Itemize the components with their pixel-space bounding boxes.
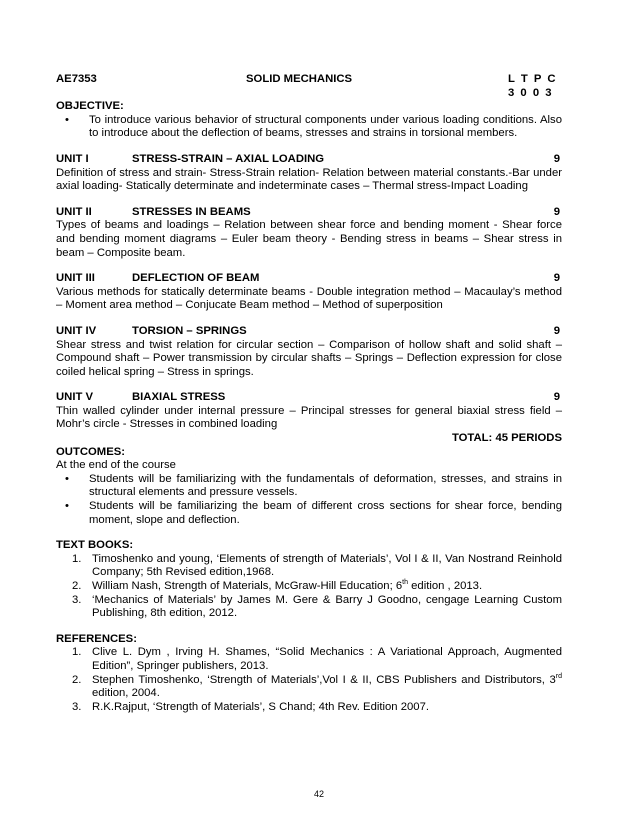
item-text: William Nash, Strength of Materials, McGraw-Hill Education; 6 — [92, 580, 403, 592]
unit-hours: 9 — [553, 272, 560, 285]
item-superscript: th — [402, 579, 408, 587]
unit-title: BIAXIAL STRESS — [132, 391, 226, 404]
unit-hours: 9 — [553, 324, 560, 337]
unit-5 — [56, 391, 562, 432]
unit-number: UNIT III — [56, 272, 95, 285]
unit-number: UNIT I — [56, 152, 89, 165]
item-superscript: rd — [555, 672, 562, 680]
outcomes-list — [56, 473, 562, 527]
outcomes-heading: OUTCOMES: — [56, 445, 126, 458]
unit-body: Various methods for statically determinate beams - Double integration method – Macaulay’s method – Moment area method – Conjucate Beam method – Method of superposition — [56, 285, 562, 312]
unit-3 — [56, 272, 562, 313]
item-text: Clive L. Dym , Irving H. Shames, “Solid Mechanics : A Variational Approach, Augmented Edition”, Springer publishers, 2013. — [92, 646, 562, 672]
unit-heading — [56, 153, 562, 167]
unit-2 — [56, 206, 562, 260]
unit-1 — [56, 153, 562, 194]
item-text: Timoshenko and young, ‘Elements of strength of Materials’, Vol I & II, Van Nostrand Reinhold Company; 5th Revised edition,1968. — [92, 552, 562, 579]
unit-body: Shear stress and twist relation for circular section – Comparison of hollow shaft and solid shaft – Compound shaft – Power transmission by circular shafts – Springs – Deflection expression for close coiled helical spring – Stress in springs. — [56, 338, 562, 378]
textbooks-list — [56, 553, 562, 621]
unit-heading — [56, 391, 562, 405]
unit-4 — [56, 325, 562, 379]
references-section — [56, 633, 562, 715]
unit-hours: 9 — [553, 152, 560, 165]
item-text: R.K.Rajput, ‘Strength of Materials’, S Chand; 4th Rev. Edition 2007. — [92, 700, 429, 713]
textbook-item — [72, 593, 562, 621]
textbook-item — [72, 579, 562, 594]
textbook-item — [72, 552, 562, 580]
unit-hours: 9 — [553, 205, 560, 218]
outcomes-section — [56, 446, 562, 528]
unit-title: STRESSES IN BEAMS — [132, 205, 251, 218]
unit-title: STRESS-STRAIN – AXIAL LOADING — [132, 152, 325, 165]
unit-number: UNIT IV — [56, 324, 97, 337]
ltpc-block — [508, 73, 562, 100]
item-number: 2. — [72, 673, 82, 686]
course-title: SOLID MECHANICS — [246, 73, 353, 85]
unit-heading — [56, 325, 562, 339]
textbooks-section — [56, 539, 562, 621]
references-heading: REFERENCES: — [56, 632, 137, 645]
unit-body: Definition of stress and strain- Stress-Strain relation- Relation between material constants.-Bar under axial loading- Statically determinate and indeterminate cases – Thermal stress-Impact Loading — [56, 166, 562, 193]
course-header — [56, 73, 562, 100]
item-number: 3. — [72, 593, 82, 606]
page-number: 42 — [313, 789, 324, 799]
unit-heading — [56, 272, 562, 286]
unit-body: Thin walled cylinder under internal pressure – Principal stresses for general biaxial stress field – Mohr’s circle - Stresses in combined loading — [56, 404, 562, 431]
references-list — [56, 646, 562, 714]
unit-number: UNIT V — [56, 391, 94, 404]
item-number: 1. — [72, 646, 82, 659]
unit-number: UNIT II — [56, 205, 92, 218]
unit-title: DEFLECTION OF BEAM — [132, 272, 260, 285]
item-text-tail: edition , 2013. — [407, 580, 483, 592]
item-text: ‘Mechanics of Materials’ by James M. Gere & Barry J Goodno, cengage Learning Custom Publishing, 8th edition, 2012. — [92, 593, 562, 620]
unit-hours: 9 — [553, 391, 560, 404]
reference-item — [72, 672, 562, 701]
objective-item: • To introduce various behavior of structural components under various loading conditions. Also to introduce about the deflection of beams, stresses and strains in torsional members. — [89, 114, 562, 141]
total-periods: TOTAL: 45 PERIODS — [451, 432, 562, 445]
objective-section — [56, 100, 562, 141]
objective-heading: OBJECTIVE: — [56, 100, 124, 113]
objective-list — [56, 114, 562, 141]
ltpc-values: 3 0 0 3 — [508, 86, 552, 99]
item-text: Stephen Timoshenko, ‘Strength of Materials’,Vol I & II, CBS Publishers and Distributors, 3 — [92, 673, 556, 686]
item-number: 3. — [72, 700, 82, 713]
unit-body: Types of beams and loadings – Relation between shear force and bending moment - Shear force and bending moment diagrams – Euler beam theory - Bending stress in beams – Shear stress in beam – Composite beam. — [56, 219, 562, 259]
unit-heading — [56, 206, 562, 220]
item-number: 2. — [72, 580, 82, 592]
reference-item — [72, 700, 562, 715]
ltpc-labels: L T P C — [508, 73, 556, 85]
item-number: 1. — [72, 552, 82, 565]
textbooks-heading: TEXT BOOKS: — [56, 539, 134, 552]
unit-title: TORSION – SPRINGS — [132, 324, 247, 337]
outcome-item: • Students will be familiarizing the beam of different cross sections for shear force, bending moment, slope and deflection. — [89, 500, 562, 527]
reference-item — [72, 646, 562, 673]
outcome-item: • Students will be familiarizing with the fundamentals of deformation, stresses, and strains in structural elements and pressure vessels. — [89, 473, 562, 500]
item-text-tail: edition, 2004. — [92, 687, 160, 700]
course-code: AE7353 — [56, 73, 97, 85]
outcomes-intro: At the end of the course — [56, 459, 176, 472]
